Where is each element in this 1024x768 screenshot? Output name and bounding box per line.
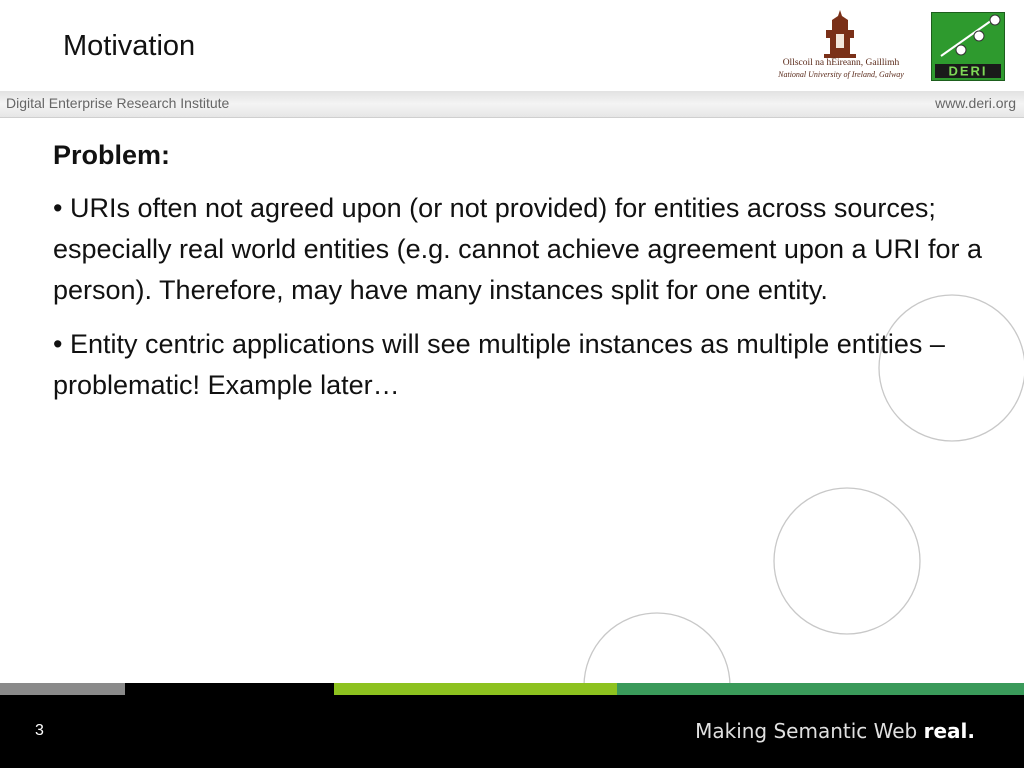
footer-bar — [0, 695, 1024, 768]
stripe-black — [125, 683, 334, 695]
nuig-name-irish: Ollscoil na hÉireann, Gaillimh — [782, 58, 900, 68]
slide-body — [53, 137, 988, 419]
footer-stripes — [0, 683, 1024, 695]
slide-title: Motivation — [63, 30, 196, 62]
page-number: 3 — [35, 722, 44, 739]
stripe-green — [617, 683, 1024, 695]
site-url: www.deri.org — [935, 95, 1016, 111]
deri-logo-text: DERI — [948, 63, 988, 79]
tagline-emphasis: real. — [923, 719, 975, 743]
institute-name: Digital Enterprise Research Institute — [6, 95, 230, 111]
tagline-prefix: Making Semantic Web — [695, 719, 924, 743]
bullet-point: • URIs often not agreed upon (or not provided) for entities across sources; especially real world entities (e.g. cannot achieve agreement upon a URI for a person). Therefore, may have many instances split for one entity. — [53, 193, 983, 305]
deco-circle — [774, 488, 920, 634]
stripe-grey — [0, 683, 125, 695]
nuig-name-english: National University of Ireland, Galway — [778, 70, 904, 79]
problem-heading: Problem: — [53, 140, 171, 170]
stripe-lime — [334, 683, 617, 695]
footer-tagline — [695, 719, 975, 743]
bullet-point: • Entity centric applications will see multiple instances as multiple entities – problematic! Example later… — [53, 329, 945, 400]
